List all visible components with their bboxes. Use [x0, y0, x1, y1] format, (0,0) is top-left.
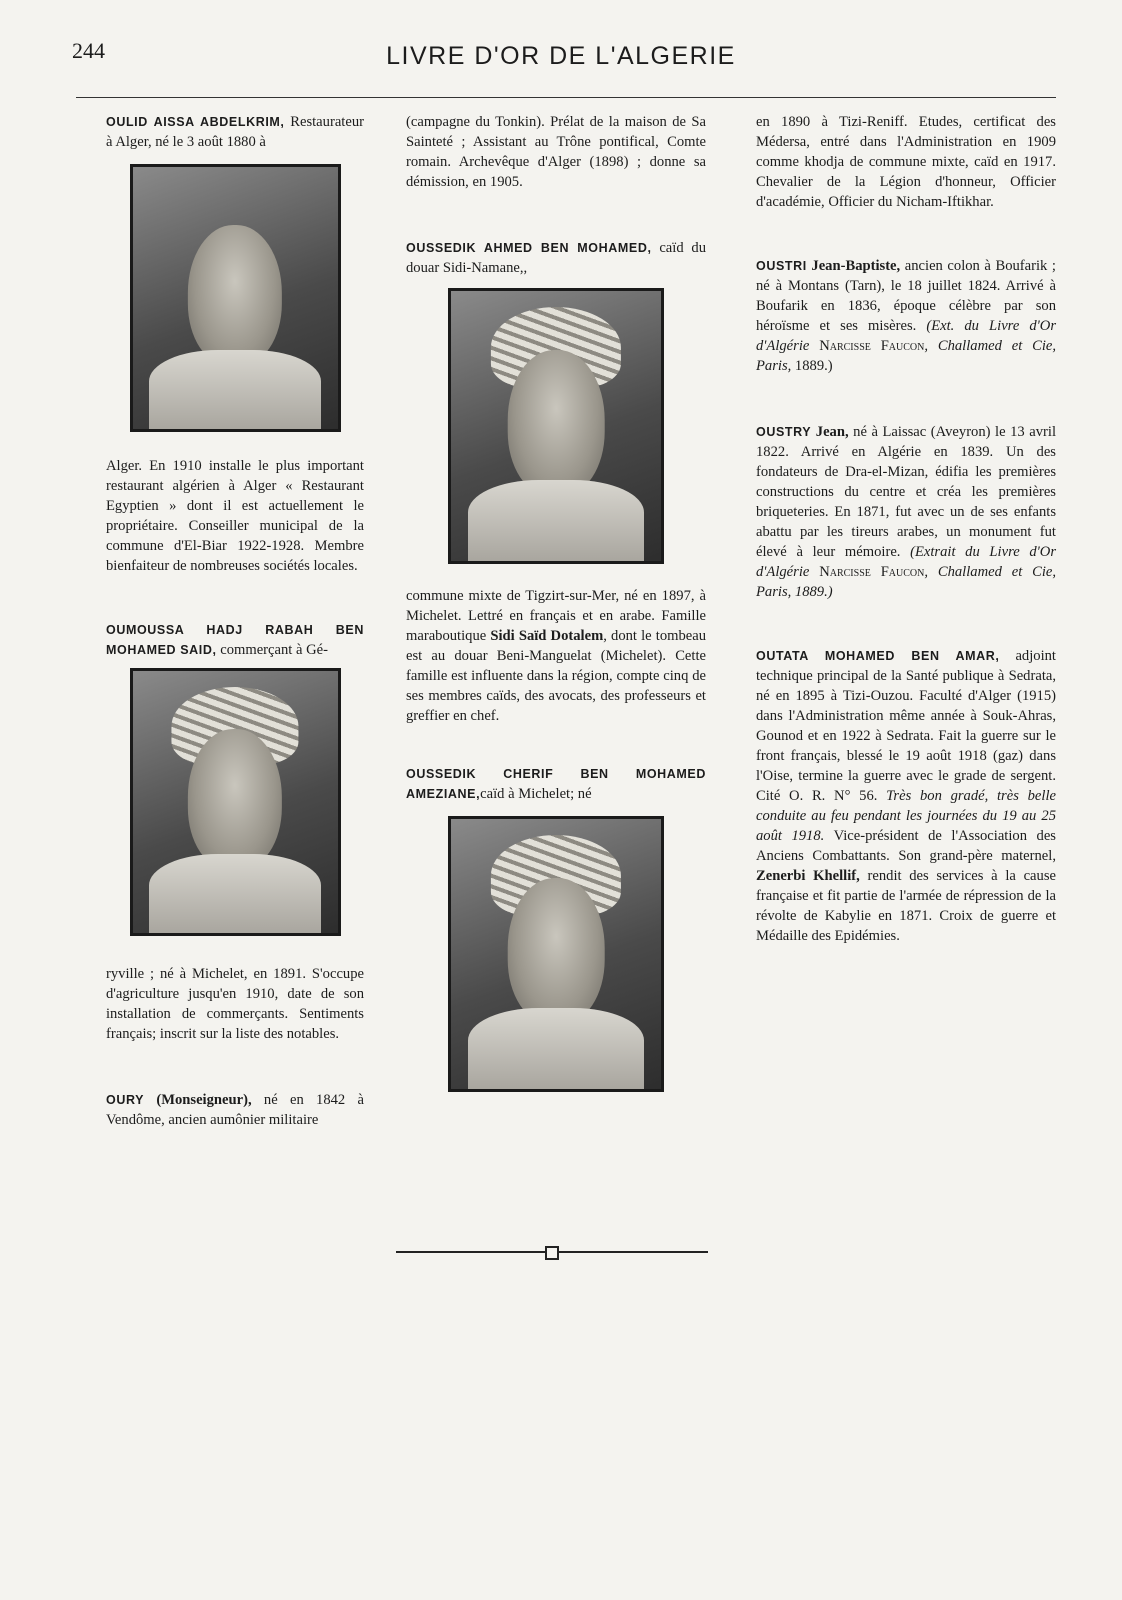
entry-text: , dont le tombeau est au douar Beni-Manguelat (Michelet). Cette famille est influente dans la région, compte cinq de ses membres caïds, des avocats, des professeurs et greffier en chef. — [406, 628, 707, 724]
citation: (Ext. du Livre d'Or d'Algérie — [756, 318, 1056, 354]
entry-oury-continued: (campagne du Tonkin). Prélat de la maison de Sa Sainteté ; Assistant au Trône pontifical, Comte romain. Archevêque d'Alger (1898) ; donne sa démission, en 1905. — [406, 114, 706, 190]
entry-name: OUSSEDIK AHMED BEN MOHAMED, — [406, 241, 652, 255]
end-ornament — [396, 1246, 708, 1258]
column-1 — [106, 112, 364, 1130]
running-title: LIVRE D'OR DE L'ALGERIE — [386, 42, 736, 70]
entry-given-name: Jean, — [811, 424, 849, 440]
entry-text: adjoint technique principal de la Santé publique à Sedrata, né en 1895 à Tizi-Ouzou. Faculté d'Alger (1915) dans l'Administration même année à Souk-Ahras, Gounod et en 1922 à Sedrata. Fait la guerre sur le front français, blessé le 19 août 1918 (gaz) dans l'Oise, termine la guerre avec le grade de sergent. Cité O. R. N° 56. — [756, 648, 1056, 804]
entry-text: né en 1842 à Vendôme, ancien aumônier militaire — [106, 1092, 364, 1128]
entry-oustry — [756, 422, 1056, 602]
citation: , Challamed et Cie, Paris, 1889.) — [756, 564, 1056, 600]
portrait-photo-oumoussa — [130, 668, 341, 936]
entry-text-continued — [406, 586, 706, 726]
entry-name: OUSTRI — [756, 259, 807, 273]
citation-year: 1889.) — [791, 358, 833, 374]
portrait-photo-oulid-aissa — [130, 164, 341, 432]
entry-oumoussa — [106, 620, 364, 660]
entry-oussedik-ahmed — [406, 238, 706, 278]
entry-text: commune mixte de Tigzirt-sur-Mer, né en 1897, à Michelet. Lettré en français et en arabe. Famille maraboutique — [406, 588, 706, 644]
entry-text: caïd à Michelet; né — [480, 786, 592, 802]
entry-name: OUSSEDIK CHERIF BEN MOHAMED AMEZIANE, — [406, 767, 706, 801]
portrait-photo-oussedik-ahmed — [448, 288, 664, 564]
entry-name: OUSTRY — [756, 425, 812, 439]
entry-name: OUMOUSSA HADJ RABAH BEN MOHAMED SAID, — [106, 623, 364, 657]
citation-author: Narcisse Faucon — [819, 338, 925, 354]
column-2 — [406, 112, 706, 1092]
entry-oussedik-cherif-continued: en 1890 à Tizi-Reniff. Etudes, certificat des Médersa, entré dans l'Administration en 1909 comme khodja de commune mixte, caïd en 1917. Chevalier de la Légion d'honneur, Officier d'académie, Officier du Nicham-Iftikhar. — [756, 114, 1056, 210]
entry-text: ancien colon à Boufarik ; né à Montans (Tarn), le 18 juillet 1824. Arrivé à Boufarik en 1836, époque célèbre par son héroïsme et ses misères. — [756, 258, 1056, 334]
entry-oussedik-cherif — [406, 764, 706, 804]
family-name: Sidi Saïd Dotalem — [490, 628, 604, 644]
citation-author: Narcisse Faucon — [819, 564, 925, 580]
entry-text: Vice-président de l'Association des Anciens Combattants. Son grand-père maternel, — [756, 828, 1056, 864]
entry-text: commerçant à Gé- — [216, 642, 328, 658]
portrait-photo-oussedik-cherif — [448, 816, 664, 1092]
citation: (Extrait du Livre d'Or d'Algérie — [756, 544, 1056, 580]
entry-name: OUTATA MOHAMED BEN AMAR, — [756, 649, 1000, 663]
relative-name: Zenerbi Khellif, — [756, 868, 860, 884]
entry-text: rendit des services à la cause française et fit partie de l'armée de répression de la révolte de Kabylie en 1871. Croix de guerre et Médaille des Epidémies. — [756, 868, 1056, 944]
entry-name: OULID AISSA ABDELKRIM, — [106, 115, 285, 129]
citation: , Challamed et Cie, Paris, — [756, 338, 1056, 374]
header-rule — [76, 97, 1056, 98]
page-number: 244 — [72, 38, 105, 63]
entry-text-continued: ryville ; né à Michelet, en 1891. S'occupe d'agriculture jusqu'en 1910, date de son installation de commerçants. Sentiments français; inscrit sur la liste des notables. — [106, 966, 364, 1042]
citation-text: Très bon gradé, très belle conduite au feu pendant les journées du 19 au 25 août 1918. — [756, 788, 1056, 844]
entry-oulid-aissa — [106, 112, 364, 152]
entry-text: né à Laissac (Aveyron) le 13 avril 1822. Arrivé en Algérie en 1839. Un des fondateurs de Dra-el-Mizan, édifia les premières constructions du centre et créa les premières briqueteries. En 1871, fut avec un de ses enfants abattu par les tireurs arabes, un monument fut élevé à leur mémoire. — [756, 424, 1057, 560]
entry-oustri — [756, 256, 1056, 376]
entry-outata — [756, 646, 1056, 946]
entry-text: caïd du douar Sidi-Namane,, — [406, 240, 707, 276]
entry-given-name: Jean-Baptiste, — [806, 258, 901, 274]
entry-text-continued: Alger. En 1910 installe le plus important restaurant algérien à Alger « Restaurant Egyptien » dont il est actuellement le propriétaire. Conseiller municipal de la commune d'El-Biar 1922-1928. Membre bienfaiteur de nombreuses sociétés locales. — [106, 458, 364, 574]
column-3 — [756, 112, 1056, 946]
entry-oury — [106, 1090, 364, 1130]
entry-title: (Monseigneur), — [144, 1092, 252, 1108]
entry-text: Restaurateur à Alger, né le 3 août 1880 à — [106, 114, 364, 150]
entry-name: OURY — [106, 1093, 145, 1107]
